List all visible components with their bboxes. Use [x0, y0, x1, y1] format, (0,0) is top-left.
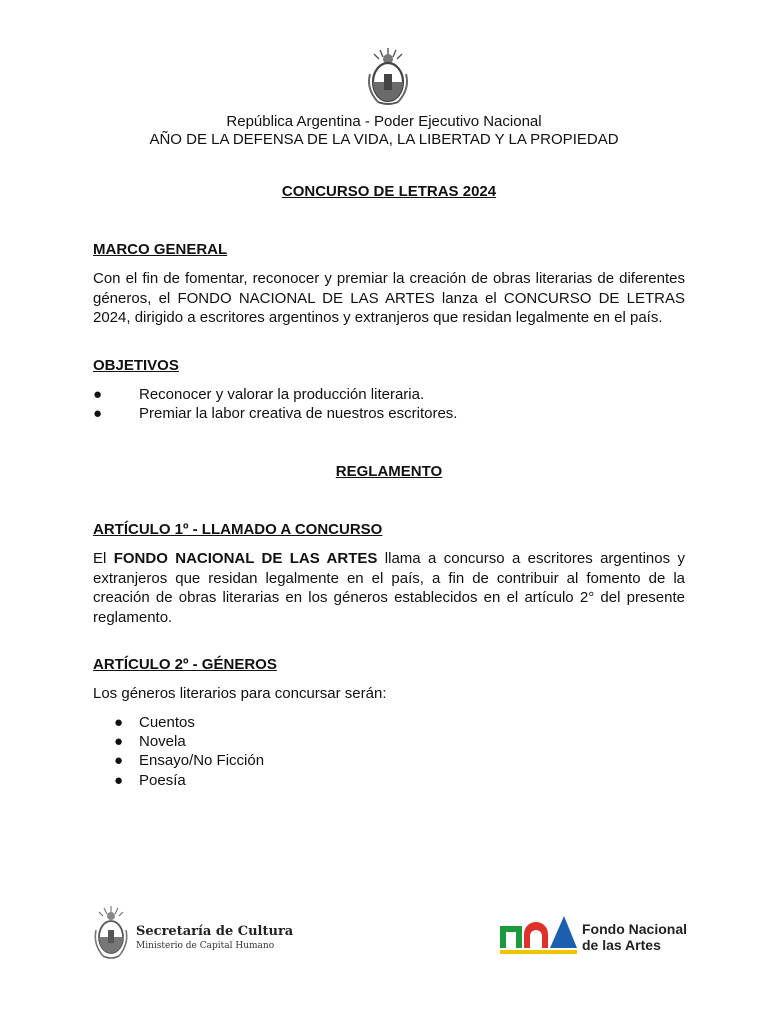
bullet-icon: ● — [93, 386, 103, 403]
reglamento-heading: REGLAMENTO — [335, 463, 443, 480]
coat-of-arms-icon — [92, 904, 130, 962]
bullet-icon: ● — [93, 405, 103, 422]
articulo-2-heading: ARTÍCULO 2º - GÉNEROS — [93, 656, 277, 673]
document-title: CONCURSO DE LETRAS 2024 — [281, 183, 497, 200]
articulo-1-text-pre: El — [93, 550, 114, 567]
fondo-nacional-line1: Fondo Nacional — [582, 921, 687, 937]
header-line-2: AÑO DE LA DEFENSA DE LA VIDA, LA LIBERTAD Y LA PROPIEDAD — [149, 131, 619, 148]
secretaria-de-cultura-logo — [92, 904, 294, 964]
bullet-icon: ● — [114, 752, 124, 769]
bullet-icon: ● — [114, 733, 124, 750]
genero-item: Cuentos — [139, 714, 195, 731]
articulo-1-text — [93, 549, 685, 627]
objetivos-heading: OBJETIVOS — [93, 357, 179, 374]
articulo-1-text-bold: FONDO NACIONAL DE LAS ARTES — [113, 550, 378, 567]
marco-general-text: Con el fin de fomentar, reconocer y premiar la creación de obras literarias de diferentes géneros, el FONDO NACIONAL DE LAS ARTES lanza el CONCURSO DE LETRAS 2024, dirigido a escritores argentinos y extranjeros que residan legalmente en el país. — [93, 270, 685, 326]
articulo-1-heading: ARTÍCULO 1º - LLAMADO A CONCURSO — [93, 521, 383, 538]
header-line-1: República Argentina - Poder Ejecutivo Nacional — [226, 113, 542, 130]
argentina-coat-of-arms-icon — [364, 44, 412, 108]
genero-item: Ensayo/No Ficción — [139, 752, 265, 769]
bullet-icon: ● — [114, 714, 124, 731]
fondo-nacional-line2: de las Artes — [582, 937, 661, 953]
bullet-icon: ● — [114, 772, 124, 789]
secretaria-title: Secretaría de Cultura — [136, 924, 294, 939]
marco-general-heading: MARCO GENERAL — [93, 241, 228, 258]
fondo-nacional-logo — [498, 910, 698, 958]
secretaria-subtitle: Ministerio de Capital Humano — [136, 941, 275, 951]
objetivo-item: Reconocer y valorar la producción literaria. — [139, 386, 425, 403]
genero-item: Novela — [139, 733, 186, 750]
articulo-2-intro: Los géneros literarios para concursar serán: — [93, 685, 387, 702]
fna-logo-icon — [498, 912, 578, 956]
genero-item: Poesía — [139, 772, 186, 789]
articulo-1-text-post: llama a concurso a escritores argentinos y extranjeros que residan legalmente en el país, a fin de contribuir al fomento de la creación de obras literarias en los géneros establecidos en el artículo 2° del presente reglamento. — [93, 550, 685, 626]
objetivo-item: Premiar la labor creativa de nuestros escritores. — [139, 405, 458, 422]
